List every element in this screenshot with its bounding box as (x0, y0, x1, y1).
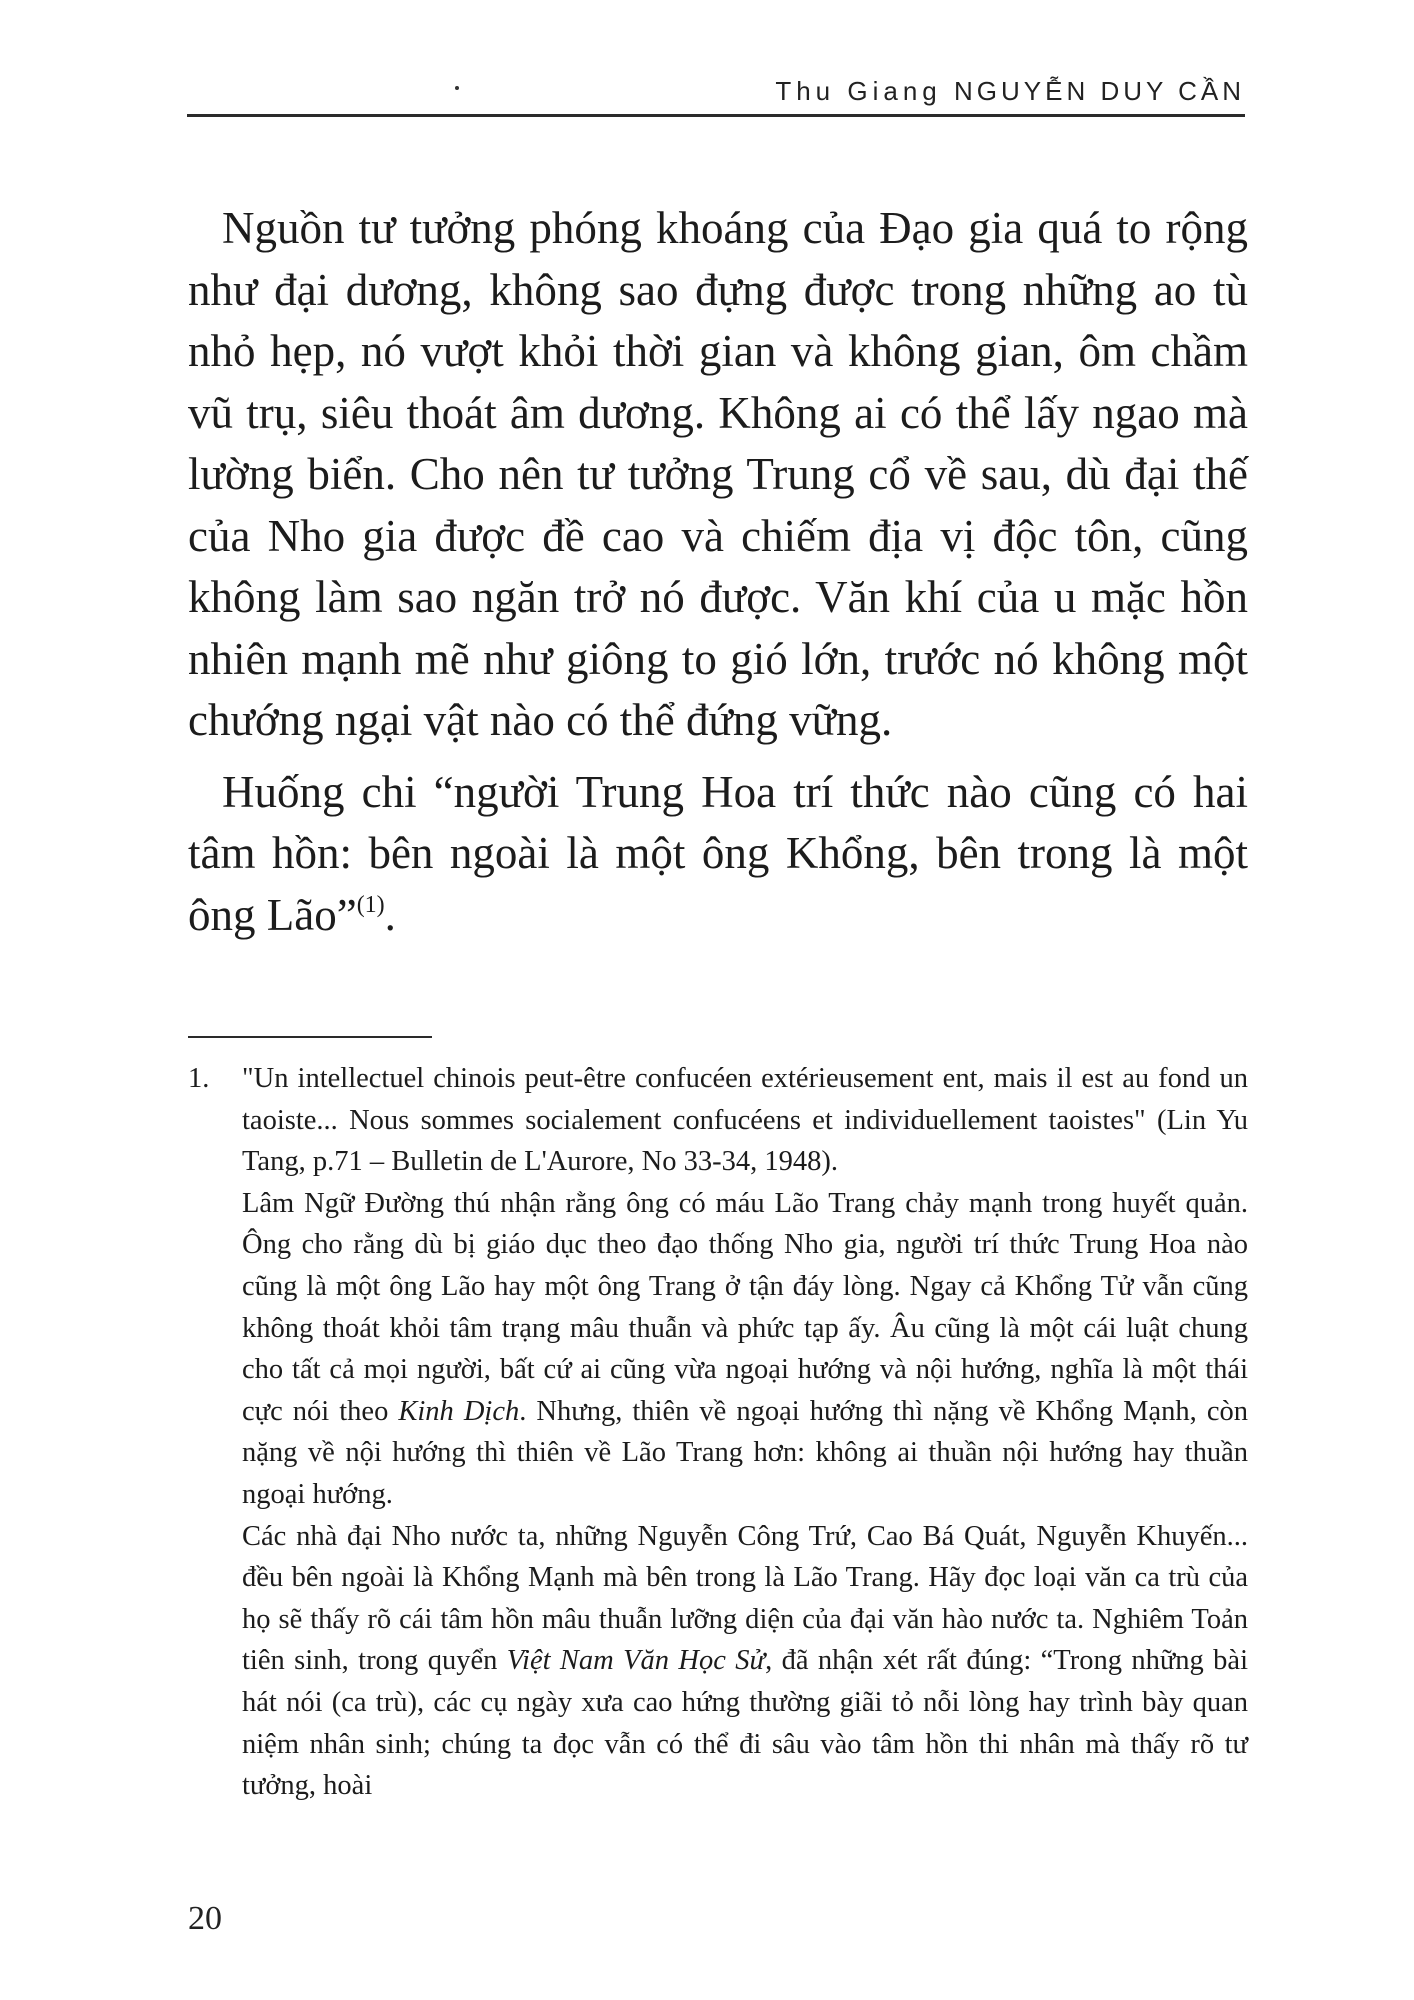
running-header-author (775, 76, 1245, 107)
footnote-number: 1. (188, 1063, 210, 1094)
footnote-paragraph-3-text-a: Các nhà đại Nho nước ta, những Nguyễn Công Trứ, Cao Bá Quát, Nguyễn Khuyến... đều bên ngoài là Khổng Mạnh mà bên trong là Lão Trang. Hãy đọc loại văn ca trù của họ sẽ thấy rõ cái tâm hồn mâu thuẫn lưỡng diện của đại văn hào nước ta. Nghiêm Toản tiên sinh, trong quyển (242, 1520, 1248, 1677)
body-paragraph-2 (188, 762, 1248, 947)
footnote-paragraph-2 (242, 1183, 1248, 1516)
main-text (188, 198, 1248, 946)
body-paragraph-1: Nguồn tư tưởng phóng khoáng của Đạo gia quá to rộng như đại dương, không sao đựng được trong những ao tù nhỏ hẹp, nó vượt khỏi thời gian và không gian, ôm chầm vũ trụ, siêu thoát âm dương. Không ai có thể lấy ngao mà lường biển. Cho nên tư tưởng Trung cổ về sau, dù đại thế của Nho gia được đề cao và chiếm địa vị độc tôn, cũng không làm sao ngăn trở nó được. Văn khí của u mặc hồn nhiên mạnh mẽ như giông to gió lớn, trước nó không một chướng ngại vật nào có thể đứng vững. (188, 203, 1248, 745)
body-paragraph-2-text: Huống chi “người Trung Hoa trí thức nào cũng có hai tâm hồn: bên ngoài là một ông Khổng, bên trong là một ông Lão” (188, 766, 1248, 940)
footnote-paragraph-3-text-b: , đã nhận xét rất đúng: “Trong những bài hát nói (ca trù), các cụ ngày xưa cao hứng thường giãi tỏ nỗi lòng hay trình bày quan niệm nhân sinh; chúng ta đọc vẫn có thể đi sâu vào tâm hồn thi nhân mà thấy rõ tư tưởng, hoài (242, 1645, 1248, 1802)
footnote-paragraph-2-text-a: Lâm Ngữ Đường thú nhận rằng ông có máu Lão Trang chảy mạnh trong huyết quản. Ông cho rằng dù bị giáo dục theo đạo thống Nho gia, người trí thức Trung Hoa nào cũng là một ông Lão hay một ông Trang ở tận đáy lòng. Ngay cả Khổng Tử vẫn cũng không thoát khỏi tâm trạng mâu thuẫn và phức tạp ấy. Âu cũng là một cái luật chung cho tất cả mọi người, bất cứ ai cũng vừa ngoại hướng và nội hướng, nghĩa là một thái cực nói theo (242, 1187, 1248, 1427)
footnote-divider (188, 1036, 432, 1038)
author-family-name: NGUYỄN DUY CẦN (953, 76, 1245, 106)
footnote-paragraph-3 (242, 1516, 1248, 1807)
page-number: 20 (188, 1900, 222, 1937)
author-given-name: Thu Giang (775, 76, 942, 106)
book-title-viet-nam-van-hoc-su: Việt Nam Văn Học Sử (506, 1645, 766, 1677)
footnote-quote: "Un intellectuel chinois peut-être confucéen extérieusement ent, mais il est au fond un taoiste... Nous sommes socialement confucéens et individuellement taoistes" (Lin Yu Tang, p.71 – Bulletin de L'Aurore, No 33-34, 1948). (242, 1063, 1248, 1178)
running-header (187, 72, 1245, 117)
footnote-reference[interactable]: (1) (356, 891, 385, 918)
closing-punctuation: . (384, 889, 396, 940)
footnote-paragraph-2-text-b: . Nhưng, thiên về ngoại hướng thì nặng về Khổng Mạnh, còn nặng về nội hướng thì thiên về Lão Trang hơn: không ai thuần nội hướng hay thuần ngoại hướng. (242, 1395, 1248, 1510)
header-dot-mark (455, 86, 459, 90)
footnotes (188, 1058, 1248, 1807)
footnote-1 (188, 1058, 1248, 1807)
book-title-kinh-dich: Kinh Dịch (398, 1395, 520, 1427)
